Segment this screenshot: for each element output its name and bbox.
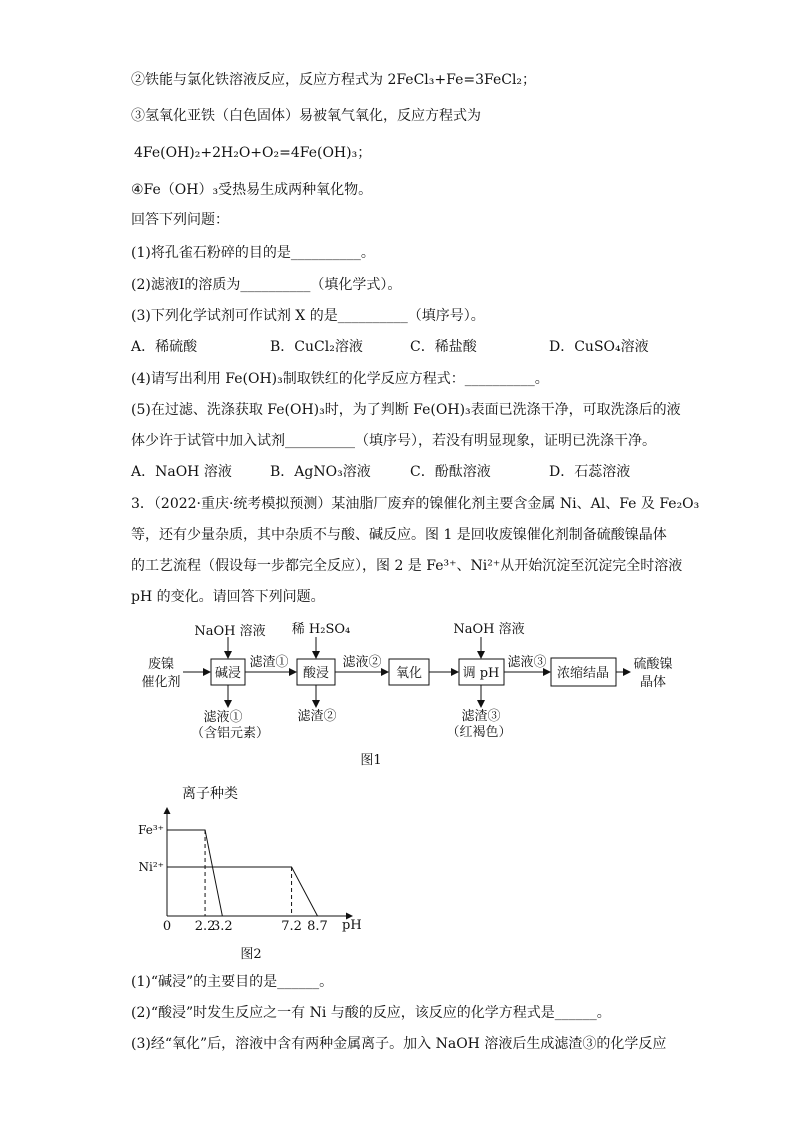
option-c: C．酚酞溶液 bbox=[410, 464, 491, 480]
x-axis-label: pH bbox=[342, 918, 362, 933]
flow-box-label: 碱浸 bbox=[214, 666, 242, 681]
sub-question-2: (2)“酸浸”时发生反应之一有 Ni 与酸的反应，该反应的化学方程式是______。 bbox=[131, 1005, 611, 1021]
flow-box-label: 酸浸 bbox=[302, 666, 330, 681]
series-label: Fe³⁺ bbox=[138, 823, 164, 837]
flow-end-label: 硫酸镍 bbox=[633, 657, 673, 672]
tick-label: 0 bbox=[162, 919, 172, 934]
question-5-cont: 体少许于试管中加入试剂__________（填序号），若没有明显现象，证明已洗涤干净。 bbox=[131, 433, 656, 449]
text-line: 回答下列问题： bbox=[131, 212, 229, 228]
flow-input-label: NaOH 溶液 bbox=[194, 624, 266, 639]
series-label: Ni²⁺ bbox=[138, 860, 164, 874]
flow-end-label: 晶体 bbox=[639, 675, 667, 690]
flow-box-label: 氧化 bbox=[395, 666, 423, 681]
text-line: ③氢氧化亚铁（白色固体）易被氧气氧化，反应方程式为 bbox=[131, 108, 481, 124]
tick-label: 7.2 bbox=[281, 919, 302, 934]
flow-output-label: （含铝元素） bbox=[190, 726, 270, 741]
question-1: (1)将孔雀石粉碎的目的是__________。 bbox=[131, 245, 375, 261]
flow-start-label: 催化剂 bbox=[141, 675, 181, 690]
tick-label: 2.2 bbox=[194, 919, 216, 934]
option-a: A．NaOH 溶液 bbox=[131, 464, 232, 480]
option-d: D．石蕊溶液 bbox=[549, 464, 631, 480]
question-5: (5)在过滤、洗涤获取 Fe(OH)₃时，为了判断 Fe(OH)₃表面已洗涤干净，可取洗涤后的液 bbox=[131, 402, 681, 418]
flow-output-label: 滤渣② bbox=[297, 709, 337, 724]
tick-label: 3.2 bbox=[212, 919, 233, 934]
process-flow-diagram bbox=[0, 612, 794, 772]
series-line-fe3 bbox=[167, 830, 222, 916]
flow-box-label: 调 pH bbox=[462, 666, 500, 681]
sub-question-3: (3)经“氧化”后，溶液中含有两种金属离子。加入 NaOH 溶液后生成滤渣③的化学反应 bbox=[131, 1036, 667, 1052]
option-a: A．稀硫酸 bbox=[131, 339, 198, 355]
text-line: 4Fe(OH)₂+2H₂O+O₂=4Fe(OH)₃； bbox=[134, 145, 372, 161]
flow-output-label: （红褐色） bbox=[446, 725, 512, 740]
flow-box-label: 浓缩结晶 bbox=[556, 666, 610, 681]
y-axis-label: 离子种类 bbox=[182, 786, 238, 802]
text-line: ②铁能与氯化铁溶液反应，反应方程式为 2FeCl₃+Fe=3FeCl₂； bbox=[131, 72, 537, 88]
figure-caption: 图1 bbox=[360, 753, 382, 768]
question-3: (3)下列化学试剂可作试剂 X 的是__________（填序号）。 bbox=[131, 308, 485, 324]
option-b: B．AgNO₃溶液 bbox=[270, 464, 371, 480]
question-2: (2)滤液Ⅰ的溶质为__________（填化学式）。 bbox=[131, 277, 402, 293]
tick-label: 8.7 bbox=[307, 919, 328, 934]
problem-3-cont: 的工艺流程（假设每一步都完全反应），图 2 是 Fe³⁺、Ni²⁺从开始沉淀至沉淀完全时溶液 bbox=[131, 558, 683, 574]
chart-caption: 图2 bbox=[240, 947, 262, 962]
flow-arrow-label: 滤液② bbox=[342, 655, 382, 670]
ph-precipitation-chart bbox=[120, 778, 380, 968]
flow-output-label: 滤渣③ bbox=[461, 709, 501, 724]
flow-input-label: 稀 H₂SO₄ bbox=[291, 622, 351, 637]
question-4: (4)请写出利用 Fe(OH)₃制取铁红的化学反应方程式：__________。 bbox=[131, 371, 549, 387]
option-b: B．CuCl₂溶液 bbox=[270, 339, 363, 355]
flow-start-label: 废镍 bbox=[147, 657, 175, 672]
flow-arrow-label: 滤渣① bbox=[249, 655, 289, 670]
sub-question-1: (1)“碱浸”的主要目的是______。 bbox=[131, 974, 334, 990]
problem-3-cont: 等，还有少量杂质，其中杂质不与酸、碱反应。图 1 是回收废镍催化剂制备硫酸镍晶体 bbox=[131, 527, 667, 543]
problem-3: 3．（2022·重庆·统考模拟预测）某油脂厂废弃的镍催化剂主要含金属 Ni、Al、Fe 及 Fe₂O₃ bbox=[131, 496, 700, 512]
text-line: ④Fe（OH）₃受热易生成两种氧化物。 bbox=[131, 182, 373, 198]
problem-3-cont: pH 的变化。请回答下列问题。 bbox=[131, 589, 325, 605]
series-line-ni2 bbox=[167, 867, 318, 916]
flow-output-label: 滤液① bbox=[203, 710, 243, 725]
flow-arrow-label: 滤液③ bbox=[507, 655, 547, 670]
flow-input-label: NaOH 溶液 bbox=[453, 622, 525, 637]
option-c: C．稀盐酸 bbox=[410, 339, 477, 355]
option-d: D．CuSO₄溶液 bbox=[549, 339, 649, 355]
